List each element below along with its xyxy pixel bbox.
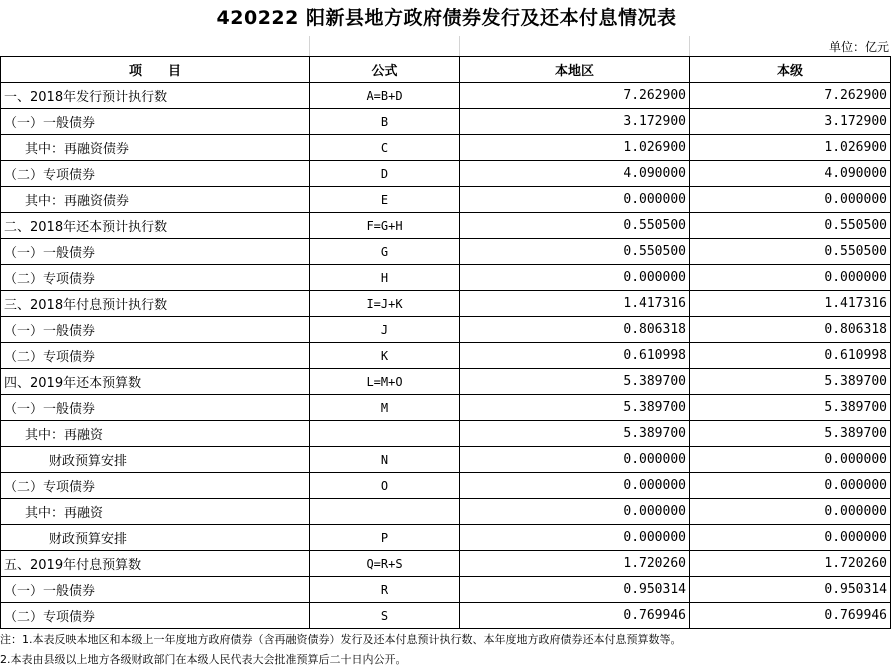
row-item-cell: （二）专项债券: [1, 603, 310, 629]
row-level-value: 0.550500: [690, 239, 891, 265]
row-item-cell: 三、2018年付息预计执行数: [1, 291, 310, 317]
row-region-value: 1.417316: [460, 291, 690, 317]
table-row: [1, 135, 891, 161]
row-item-cell: （一）一般债券: [1, 577, 310, 603]
note-line: 注：1.本表反映本地区和本级上一年度地方政府债券（含再融资债券）发行及还本付息预计执行数、本年度地方政府债券还本付息预算数等。: [0, 633, 682, 646]
row-region-value: 1.720260: [460, 551, 690, 577]
row-level-value: 0.769946: [690, 603, 891, 629]
row-item-cell: （一）一般债券: [1, 109, 310, 135]
row-level-value: 1.026900: [690, 135, 891, 161]
row-level-value: 0.550500: [690, 213, 891, 239]
table-row: [1, 395, 891, 421]
row-region-value: 0.550500: [460, 239, 690, 265]
row-level-value: 0.950314: [690, 577, 891, 603]
row-region-value: 0.000000: [460, 525, 690, 551]
row-level-value: 4.090000: [690, 161, 891, 187]
header-item: 项 目: [1, 57, 310, 83]
row-region-value: 4.090000: [460, 161, 690, 187]
table-row: [1, 525, 891, 551]
row-formula-cell: L=M+O: [310, 369, 460, 395]
row-item-cell: 五、2019年付息预算数: [1, 551, 310, 577]
row-region-value: 0.000000: [460, 265, 690, 291]
table-row: [1, 213, 891, 239]
row-formula-cell: I=J+K: [310, 291, 460, 317]
row-region-value: 3.172900: [460, 109, 690, 135]
row-region-value: 0.000000: [460, 499, 690, 525]
table-header-row: [1, 57, 891, 83]
row-item-cell: 其中：再融资债券: [1, 135, 310, 161]
row-item-cell: 二、2018年还本预计执行数: [1, 213, 310, 239]
row-item-cell: （二）专项债券: [1, 343, 310, 369]
row-region-value: 0.000000: [460, 447, 690, 473]
table-row: [1, 291, 891, 317]
row-formula-cell: H: [310, 265, 460, 291]
row-region-value: 0.610998: [460, 343, 690, 369]
row-level-value: 5.389700: [690, 395, 891, 421]
table-row: [1, 447, 891, 473]
row-item-cell: 四、2019年还本预算数: [1, 369, 310, 395]
row-item-cell: 财政预算安排: [1, 525, 310, 551]
table-row: [1, 369, 891, 395]
row-level-value: 1.417316: [690, 291, 891, 317]
row-region-value: 0.000000: [460, 187, 690, 213]
row-region-value: 5.389700: [460, 395, 690, 421]
row-region-value: 0.950314: [460, 577, 690, 603]
row-formula-cell: [310, 421, 460, 447]
row-formula-cell: G: [310, 239, 460, 265]
header-level: 本级: [690, 57, 891, 83]
row-item-cell: 财政预算安排: [1, 447, 310, 473]
row-item-cell: （二）专项债券: [1, 473, 310, 499]
row-item-cell: （二）专项债券: [1, 161, 310, 187]
table-row: [1, 265, 891, 291]
row-region-value: 0.000000: [460, 473, 690, 499]
row-item-cell: （一）一般债券: [1, 395, 310, 421]
row-level-value: 0.000000: [690, 499, 891, 525]
table-body: [1, 83, 891, 629]
row-level-value: 0.806318: [690, 317, 891, 343]
table-row: [1, 421, 891, 447]
unit-label: 单位：亿元: [828, 40, 889, 54]
row-item-cell: 一、2018年发行预计执行数: [1, 83, 310, 109]
row-level-value: 0.000000: [690, 265, 891, 291]
note-line: 2.本表由县级以上地方各级财政部门在本级人民代表大会批准预算后二十日内公开。: [0, 653, 407, 666]
notes: [0, 630, 893, 670]
row-region-value: 5.389700: [460, 421, 690, 447]
row-formula-cell: B: [310, 109, 460, 135]
row-formula-cell: A=B+D: [310, 83, 460, 109]
row-formula-cell: S: [310, 603, 460, 629]
row-formula-cell: R: [310, 577, 460, 603]
row-region-value: 0.550500: [460, 213, 690, 239]
row-level-value: 5.389700: [690, 369, 891, 395]
row-level-value: 0.000000: [690, 187, 891, 213]
row-level-value: 1.720260: [690, 551, 891, 577]
sheet-gridlines: [0, 36, 893, 56]
table-row: [1, 161, 891, 187]
unit-row: [0, 36, 893, 56]
table-row: [1, 499, 891, 525]
row-formula-cell: N: [310, 447, 460, 473]
row-region-value: 7.262900: [460, 83, 690, 109]
table-row: [1, 551, 891, 577]
row-level-value: 0.000000: [690, 447, 891, 473]
row-formula-cell: D: [310, 161, 460, 187]
row-formula-cell: Q=R+S: [310, 551, 460, 577]
row-formula-cell: J: [310, 317, 460, 343]
table-row: [1, 343, 891, 369]
row-item-cell: （一）一般债券: [1, 239, 310, 265]
page-title: 420222 阳新县地方政府债券发行及还本付息情况表: [216, 7, 677, 29]
row-region-value: 0.769946: [460, 603, 690, 629]
row-level-value: 7.262900: [690, 83, 891, 109]
row-formula-cell: [310, 499, 460, 525]
row-item-cell: 其中：再融资: [1, 421, 310, 447]
row-formula-cell: P: [310, 525, 460, 551]
row-item-cell: （二）专项债券: [1, 265, 310, 291]
row-item-cell: 其中：再融资债券: [1, 187, 310, 213]
row-region-value: 0.806318: [460, 317, 690, 343]
row-item-cell: （一）一般债券: [1, 317, 310, 343]
row-formula-cell: K: [310, 343, 460, 369]
table-row: [1, 577, 891, 603]
row-region-value: 5.389700: [460, 369, 690, 395]
table-row: [1, 239, 891, 265]
debt-table: [0, 56, 891, 629]
row-region-value: 1.026900: [460, 135, 690, 161]
table-row: [1, 109, 891, 135]
row-level-value: 0.000000: [690, 525, 891, 551]
header-region: 本地区: [460, 57, 690, 83]
row-formula-cell: M: [310, 395, 460, 421]
row-formula-cell: O: [310, 473, 460, 499]
table-row: [1, 603, 891, 629]
row-item-cell: 其中：再融资: [1, 499, 310, 525]
table-row: [1, 473, 891, 499]
row-level-value: 0.610998: [690, 343, 891, 369]
row-formula-cell: E: [310, 187, 460, 213]
header-formula: 公式: [310, 57, 460, 83]
row-formula-cell: C: [310, 135, 460, 161]
row-level-value: 5.389700: [690, 421, 891, 447]
row-formula-cell: F=G+H: [310, 213, 460, 239]
table-row: [1, 83, 891, 109]
table-row: [1, 317, 891, 343]
row-level-value: 3.172900: [690, 109, 891, 135]
table-row: [1, 187, 891, 213]
row-level-value: 0.000000: [690, 473, 891, 499]
